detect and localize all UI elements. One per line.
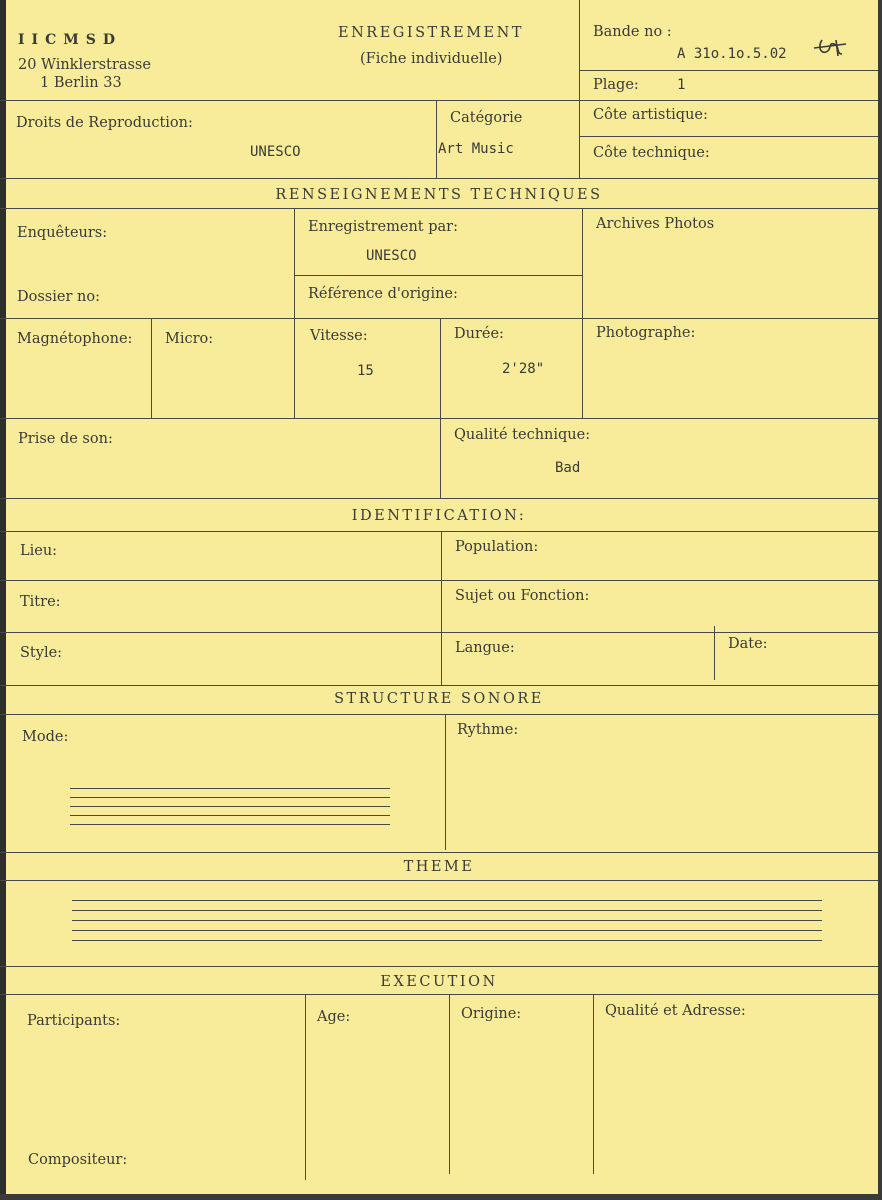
titre-label: Titre:	[20, 594, 61, 610]
address-line-1: 20 Winklerstrasse	[18, 57, 151, 73]
vitesse-label: Vitesse:	[310, 328, 368, 344]
sujet-label: Sujet ou Fonction:	[455, 588, 590, 604]
rule-col-4	[582, 208, 583, 418]
plage-label: Plage:	[593, 77, 639, 93]
rule-execution-title	[0, 994, 878, 995]
date-label: Date:	[728, 636, 768, 652]
rule-structure-mid	[445, 714, 446, 850]
rule-structure-title	[0, 714, 878, 715]
qualite-adresse-label: Qualité et Adresse:	[605, 1003, 746, 1019]
rule-rights-bottom	[0, 178, 878, 179]
rule-date-left	[714, 626, 715, 680]
rythme-label: Rythme:	[457, 722, 519, 738]
participants-label: Participants:	[27, 1013, 121, 1029]
qualite-technique-label: Qualité technique:	[454, 427, 591, 443]
age-label: Age:	[317, 1009, 351, 1025]
org-name: IICMSD	[18, 32, 122, 48]
rule-theme-bottom	[0, 966, 878, 967]
form-subtitle: (Fiche individuelle)	[360, 51, 503, 67]
card-left-edge	[0, 0, 6, 1194]
rule-technique-bottom	[0, 498, 878, 499]
categorie-label: Catégorie	[450, 110, 523, 126]
lieu-label: Lieu:	[20, 543, 58, 559]
mode-staff	[70, 788, 390, 828]
origine-label: Origine:	[461, 1006, 522, 1022]
cote-technique-label: Côte technique:	[593, 145, 710, 161]
rule-cote	[579, 136, 878, 137]
enregistrement-par-label: Enregistrement par:	[308, 219, 458, 235]
categorie-value: Art Music	[438, 141, 514, 157]
rule-exec-col-3	[593, 994, 594, 1174]
rule-identification-bottom	[0, 685, 878, 686]
photographe-label: Photographe:	[596, 325, 696, 341]
section-structure-title: STRUCTURE SONORE	[334, 691, 544, 707]
enqueteurs-label: Enquêteurs:	[17, 225, 108, 241]
population-label: Population:	[455, 539, 539, 555]
micro-label: Micro:	[165, 331, 214, 347]
archives-photos-label: Archives Photos	[596, 216, 715, 232]
section-technique-title: RENSEIGNEMENTS TECHNIQUES	[275, 187, 603, 203]
droits-label: Droits de Reproduction:	[16, 115, 193, 131]
handwritten-correction-mark	[812, 38, 848, 58]
style-label: Style:	[20, 645, 63, 661]
rule-micro-left	[151, 318, 152, 418]
dossier-label: Dossier no:	[17, 289, 100, 305]
rule-col-2	[294, 208, 295, 418]
magnetophone-label: Magnétophone:	[17, 331, 133, 347]
rule-identification-title	[0, 531, 878, 532]
header-right-divider	[579, 0, 580, 178]
rule-row-prise	[0, 418, 878, 419]
vitesse-value: 15	[357, 363, 374, 379]
form-title: ENREGISTREMENT	[338, 25, 524, 41]
address-line-2: 1 Berlin 33	[40, 75, 122, 91]
section-execution-title: EXECUTION	[380, 974, 498, 990]
bande-value: A 31o.1o.5.02	[677, 46, 787, 62]
rule-header-bottom	[0, 100, 878, 101]
duree-label: Durée:	[454, 326, 504, 342]
rule-row-titre	[0, 580, 878, 581]
rule-enregistrement	[294, 275, 582, 276]
droits-value: UNESCO	[250, 144, 301, 160]
theme-staff	[72, 900, 822, 944]
langue-label: Langue:	[455, 640, 515, 656]
reference-label: Référence d'origine:	[308, 286, 458, 302]
rule-structure-bottom	[0, 852, 878, 853]
rule-row-style	[0, 632, 878, 633]
mode-label: Mode:	[22, 729, 69, 745]
rule-technique-title	[0, 208, 878, 209]
compositeur-label: Compositeur:	[28, 1152, 128, 1168]
enregistrement-par-value: UNESCO	[366, 248, 417, 264]
qualite-technique-value: Bad	[555, 460, 581, 476]
rule-exec-col-1	[305, 994, 306, 1180]
rule-theme-title	[0, 880, 878, 881]
section-identification-title: IDENTIFICATION:	[351, 508, 527, 524]
plage-value: 1	[677, 77, 686, 93]
rule-categorie-left	[436, 100, 437, 178]
rule-col-3	[440, 318, 441, 498]
rule-row-magneto	[0, 318, 878, 319]
bande-label: Bande no :	[593, 24, 672, 40]
rule-bande	[579, 70, 878, 71]
section-theme-title: THEME	[403, 859, 475, 875]
prise-label: Prise de son:	[18, 431, 113, 447]
rule-identification-mid	[441, 531, 442, 685]
cote-artistique-label: Côte artistique:	[593, 107, 708, 123]
duree-value: 2'28"	[502, 361, 545, 377]
rule-exec-col-2	[449, 994, 450, 1174]
